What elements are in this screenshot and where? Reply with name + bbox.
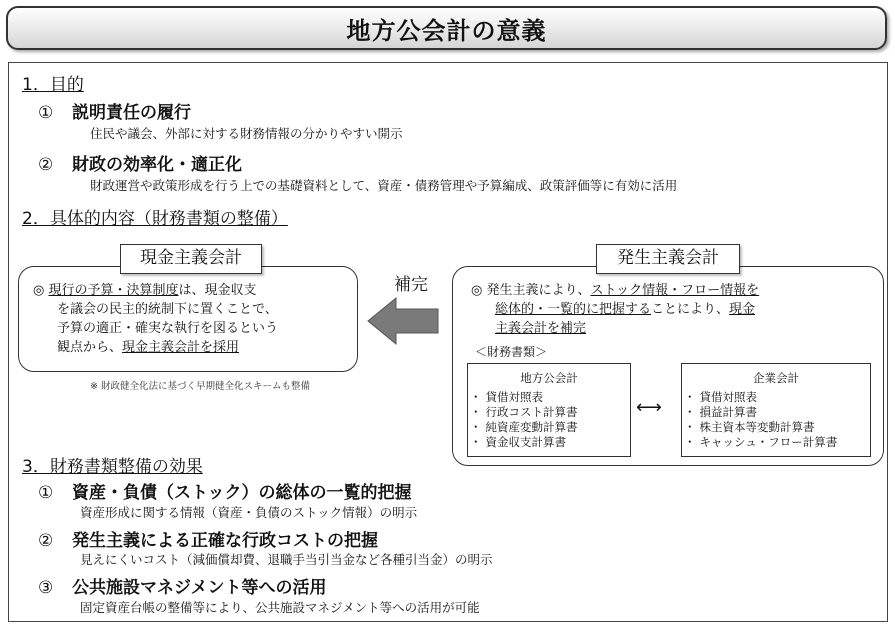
item-number: ①: [38, 103, 54, 123]
section1-item-1-desc: 住民や議会、外部に対する財務情報の分かりやすい開示: [90, 126, 403, 141]
item-title: 発生主義による正確な行政コストの把握: [72, 531, 378, 551]
cash-basis-box: [18, 266, 358, 372]
note-text: ※ 財政健全化法に基づく早期健全化スキームも整備: [90, 381, 310, 392]
title-banner: [6, 6, 887, 50]
section3-item-1: [38, 478, 412, 503]
corporate-accounting-box: [681, 363, 871, 457]
local-accounting-title: 地方公会計: [520, 371, 578, 385]
local-accounting-box: [467, 363, 631, 457]
accrual-basis-label: 発生主義会計: [596, 244, 740, 274]
accrual-basis-box: [452, 266, 884, 466]
accrual-basis-text: ◎ 発生主義により、ストック情報・フロー情報を 総体的・一覧的に把握することにより、現金 主義会計を補完: [471, 283, 760, 336]
item-number: ①: [38, 483, 54, 503]
section3-item-3: [38, 573, 327, 598]
list-item: ・ 貸借対照表: [482, 390, 630, 405]
list-item: ・ キャッシュ・フロー計算書: [696, 435, 870, 450]
item-title: 財政の効率化・適正化: [72, 155, 242, 175]
item-number: ②: [38, 155, 54, 175]
list-item: ・ 純資産変動計算書: [482, 420, 630, 435]
section3-heading: 3．財務書類整備の効果: [22, 457, 203, 477]
list-item: ・ 損益計算書: [696, 405, 870, 420]
section3-item-2-desc: 見えにくいコスト（減価償却費、退職手当引当金など各種引当金）の明示: [80, 552, 493, 567]
section1-item-2-desc: 財政運営や政策形成を行う上での基礎資料として、資産・債務管理や予算編成、政策評価等に有効に活用: [90, 178, 678, 193]
list-item: ・ 行政コスト計算書: [482, 405, 630, 420]
double-arrow-icon: ⟷: [636, 397, 662, 418]
list-item: ・ 株主資本等変動計算書: [696, 420, 870, 435]
item-number: ③: [38, 578, 54, 598]
page-title: 地方公会計の意義: [346, 16, 547, 45]
financial-docs-label: ＜財務書類＞: [475, 345, 548, 359]
section1-item-1: [38, 98, 191, 123]
cash-basis-text: ◎ 現行の予算・決算制度は、現金収支 を議会の民主的統制下に置くことで、 予算の適正・確実な執行を図るという 観点から、現金主義会計を採用: [33, 283, 279, 355]
item-title: 説明責任の履行: [72, 103, 191, 123]
list-item: ・ 貸借対照表: [696, 390, 870, 405]
corporate-accounting-list: [682, 390, 870, 450]
section1-item-2: [38, 150, 242, 175]
cash-basis-label: 現金主義会計: [120, 244, 262, 274]
section3-item-3-desc: 固定資産台帳の整備等により、公共施設マネジメント等への活用が可能: [80, 600, 480, 615]
left-arrow-icon: [366, 296, 440, 346]
list-item: ・ 資金収支計算書: [482, 435, 630, 450]
local-accounting-list: [468, 390, 630, 450]
item-title: 資産・負債（ストック）の総体の一覧的把握: [72, 483, 412, 503]
item-title: 公共施設マネジメント等への活用: [72, 578, 327, 598]
section3-item-2: [38, 526, 378, 551]
section3-item-1-desc: 資産形成に関する情報（資産・負債のストック情報）の明示: [80, 505, 418, 520]
section2-heading: 2．具体的内容（財務書類の整備）: [22, 209, 288, 229]
item-number: ②: [38, 531, 54, 551]
section1-heading: 1．目的: [22, 75, 84, 95]
complement-label: 補完: [394, 275, 428, 295]
corporate-accounting-title: 企業会計: [753, 371, 799, 385]
